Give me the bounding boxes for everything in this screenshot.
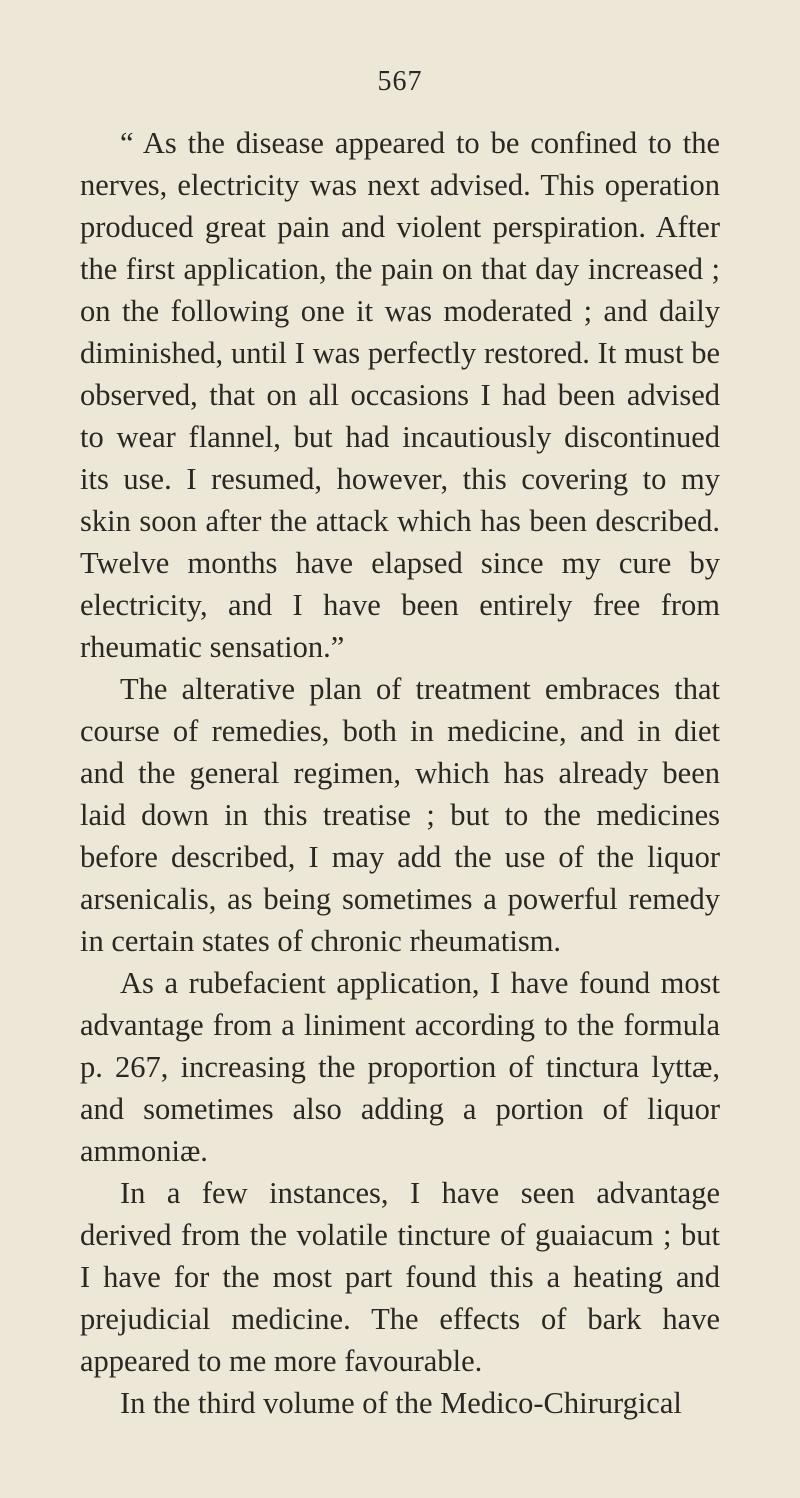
paragraph-guaiacum: In a few instances, I have seen advantage derived from the volatile tincture of guaiacum ; but I have for the most part found this a heating and prejudicial medicine. The effects of bark have appeared to me more favourable. — [80, 1176, 720, 1378]
body-text — [80, 122, 720, 1424]
paragraph-rubefacient: As a rubefacient application, I have found most advantage from a liniment according to the formula p. 267, increasing the proportion of tinctura lyttæ, and sometimes also adding a portion of liquor ammoniæ. — [80, 966, 720, 1168]
paragraph-quote: “ As the disease appeared to be confined to the nerves, electricity was next advised. This operation produced great pain and violent perspiration. After the first application, the pain on that day increased ; on the following one it was moderated ; and daily diminished, until I was perfectly restored. It must be observed, that on all occasions I had been advised to wear flannel, but had incautiously discontinued its use. I resumed, however, this covering to my skin soon after the attack which has been described. Twelve months have elapsed since my cure by electricity, and I have been entirely free from rheumatic sensation.” — [80, 126, 720, 664]
paragraph-alterative-plan: The alterative plan of treatment embraces that course of remedies, both in medicine, and in diet and the general regimen, which has already been laid down in this treatise ; but to the medicines before described, I may add the use of the liquor arsenicalis, as being sometimes a powerful remedy in certain states of chronic rheumatism. — [80, 672, 720, 958]
page-number: 567 — [377, 66, 423, 97]
paragraph-third-volume: In the third volume of the Medico-Chirurgical — [120, 1386, 682, 1420]
